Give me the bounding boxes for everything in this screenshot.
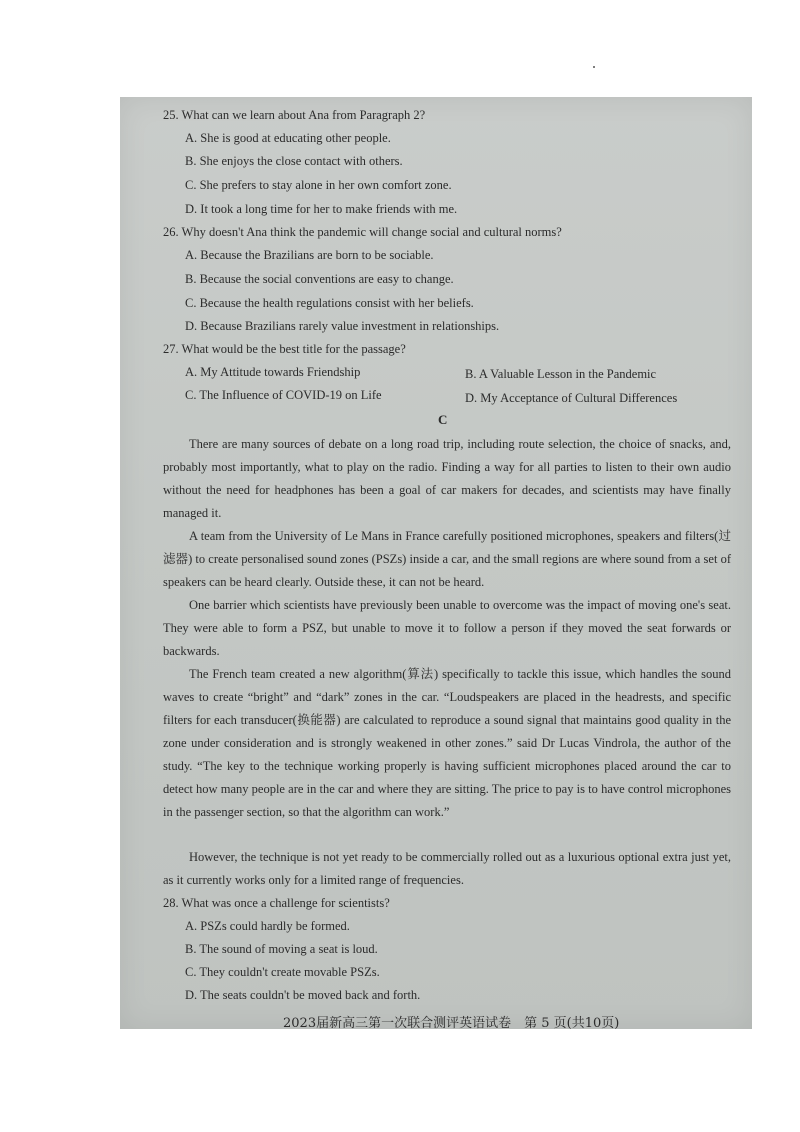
passage-paragraph-2: A team from the University of Le Mans in France carefully positioned microphones, speakers and filters(过滤器) to create personalised sound zones (PSZs) inside a car, and the small regions are where sound from a set of speakers can be heard clearly. Outside these, it can not be heard. xyxy=(163,529,731,589)
question-25-option-b: B. She enjoys the close contact with others. xyxy=(185,154,403,168)
question-27-option-d: D. My Acceptance of Cultural Differences xyxy=(465,391,678,405)
passage-paragraph-5: However, the technique is not yet ready to be commercially rolled out as a luxurious optional extra just yet, as it currently works only for a limited range of frequencies. xyxy=(163,850,731,887)
question-26-stem: 26. Why doesn't Ana think the pandemic will change social and cultural norms? xyxy=(163,225,562,239)
question-25-option-c: C. She prefers to stay alone in her own comfort zone. xyxy=(185,178,452,192)
page-footer: 2023届新高三第一次联合测评英语试卷 第 5 页(共10页) xyxy=(283,1016,620,1031)
question-27-option-a: A. My Attitude towards Friendship xyxy=(185,365,361,379)
passage-paragraph-4: The French team created a new algorithm(算法) specifically to tackle this issue, which handles the sound waves to create “bright” and “dark” zones in the car. “Loudspeakers are placed in the headrests, and specific filters for each transducer(换能器) are calculated to reproduce a sound signal that maintains good quality in the zone under consideration and is strongly weakened in other zones.” said Dr Lucas Vindrola, the author of the study. “The key to the technique working properly is having sufficient microphones placed around the car to detect how many people are in the car and where they are sitting. The price to pay is to have control microphones in the passenger section, so that the algorithm can work.” xyxy=(163,667,731,819)
question-27-option-b: B. A Valuable Lesson in the Pandemic xyxy=(465,367,657,381)
question-27-option-c: C. The Influence of COVID-19 on Life xyxy=(185,388,382,402)
question-28-option-d: D. The seats couldn't be moved back and forth. xyxy=(185,988,421,1002)
question-28-option-c: C. They couldn't create movable PSZs. xyxy=(185,965,380,979)
question-28-option-b: B. The sound of moving a seat is loud. xyxy=(185,942,378,956)
question-26-option-c: C. Because the health regulations consist with her beliefs. xyxy=(185,296,474,310)
question-26-option-d: D. Because Brazilians rarely value investment in relationships. xyxy=(185,319,500,333)
question-26-option-a: A. Because the Brazilians are born to be sociable. xyxy=(185,248,434,262)
question-28-stem: 28. What was once a challenge for scientists? xyxy=(163,896,390,910)
question-26-option-b: B. Because the social conventions are easy to change. xyxy=(185,272,454,286)
question-25-option-d: D. It took a long time for her to make friends with me. xyxy=(185,202,458,216)
question-28-option-a: A. PSZs could hardly be formed. xyxy=(185,919,350,933)
question-25-option-a: A. She is good at educating other people. xyxy=(185,131,391,145)
question-27-stem: 27. What would be the best title for the passage? xyxy=(163,342,406,356)
section-heading: C xyxy=(438,412,448,427)
passage-paragraph-1: There are many sources of debate on a long road trip, including route selection, the choice of snacks, and, probably most importantly, what to play on the radio. Finding a way for all parties to listen to their own audio without the need for headphones has been a goal of car makers for decades, and scientists may have finally managed it. xyxy=(163,437,731,520)
question-25-stem: 25. What can we learn about Ana from Paragraph 2? xyxy=(163,108,426,122)
passage-paragraph-3: One barrier which scientists have previously been unable to overcome was the impact of moving one's seat. They were able to form a PSZ, but unable to move it to follow a person if they moved the seat forwards or backwards. xyxy=(163,598,731,658)
speck xyxy=(593,66,595,68)
